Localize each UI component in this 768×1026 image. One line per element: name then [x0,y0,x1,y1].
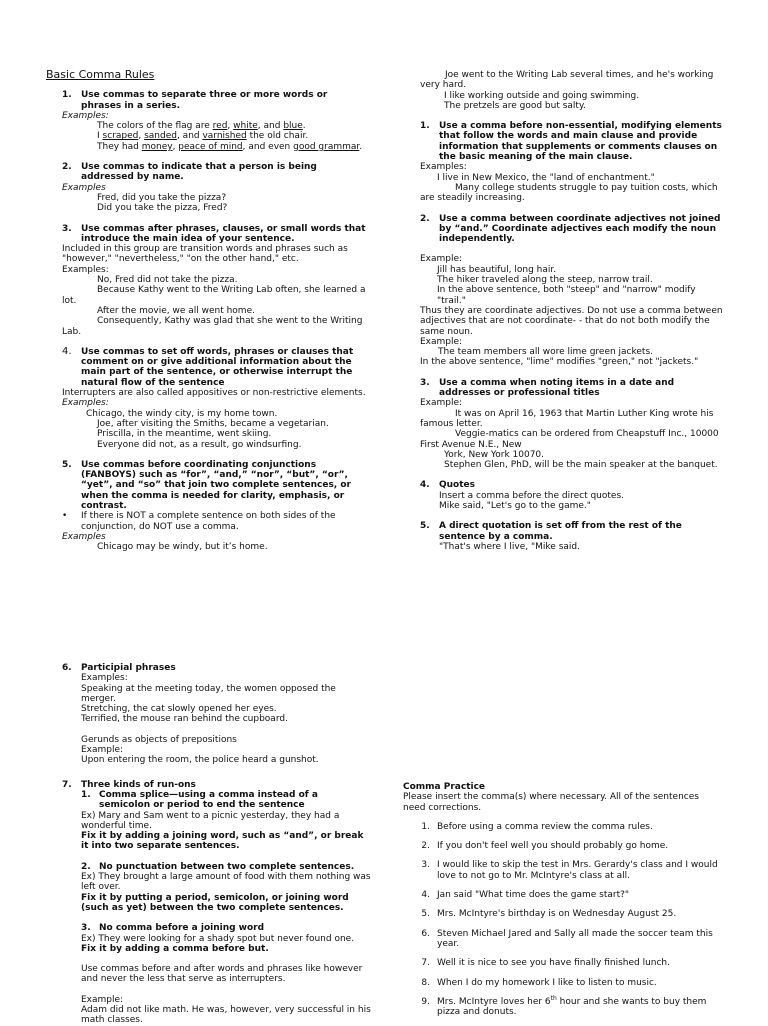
example: Because Kathy went to the Writing Lab often, she learned a lot. [62,285,366,306]
rule-3 [62,224,370,245]
rule-text: Use commas before coordinating conjunctions (FANBOYS) such as “for”, “and,” “nor”, “but”, “or”, “yet”, and “so” that join two complete sentences, or when the comma is needed for clarity, emphasis, or contrast. [81,459,351,511]
rule-number: 4. [62,345,72,357]
example: After the movie, we all went home. [97,305,255,316]
practice-item-text: I would like to skip the test in Mrs. Gerardy's class and I would love to not go to Mr. McIntyre's class at all. [437,860,718,881]
practice-item [403,958,723,968]
example: Priscilla, in the meantime, went skiing. [97,429,272,440]
example: They had money, peace of mind, and even good grammar. [97,141,363,152]
spacer [81,985,372,995]
practice-item [403,978,723,988]
practice-item-number: 3. [421,860,430,871]
practice-item [403,890,723,900]
examples-label: Examples: [420,162,467,173]
rule-text: Participial phrases [81,663,176,673]
practice-item-number: 8. [421,977,430,988]
rule-text: Quotes [439,480,476,491]
run-on-type: 2. No punctuation between two complete sentences. [81,861,355,872]
example: I like working outside and going swimming. [444,90,640,101]
example: Stretching, the cat slowly opened her eyes. [81,704,277,715]
practice-item-number: 7. [421,958,430,969]
rule-r1 [420,121,726,162]
rule-7 [62,780,372,790]
rule-text: Use commas after phrases, clauses, or small words that introduce the main idea of your sentence. [81,223,366,244]
rule-r3 [420,378,726,399]
rule-number: 3. [420,377,430,388]
example: "That's where I live, "Mike said. [439,541,580,552]
example: Stephen Glen, PhD, will be the main speaker at the banquet. [444,460,718,471]
left-column-top [46,68,370,553]
example: In the above sentence, both "steep" and "narrow" modify "trail." [437,285,696,306]
run-on-type: 1. Comma splice—using a comma instead of a semicolon or period to end the sentence [81,789,318,811]
example: Chicago may be windy, but it’s home. [97,542,268,553]
spacer [81,954,372,964]
practice-item-text: Mrs. McIntyre's birthday is on Wednesday August 25. [437,909,677,920]
rule-text: Use a comma when noting items in a date and addresses or professional titles [439,377,675,399]
practice-item-number: 4. [421,890,430,901]
examples-label: Examples: [62,264,109,275]
rule-6 [62,663,372,673]
explanation: Thus they are coordinate adjectives. Do not use a comma between adjectives that are not coordinate- - that do not both modify the same noun. [420,305,723,337]
practice-list [403,822,723,988]
example: I scraped, sanded, and varnished the old chair. [97,131,309,142]
example: Did you take the pizza, Fred? [97,203,228,214]
rule-4 [62,347,370,388]
examples-label: Examples [62,182,106,193]
practice-item-text: Well it is nice to see you have finally finished lunch. [437,958,670,969]
example: The team members all wore lime green jackets. [438,347,654,358]
practice-item-text: When I do my homework I like to listen to music. [437,977,657,988]
practice-item [403,860,723,881]
subheading: Gerunds as objects of prepositions [81,734,237,745]
practice-item-number: 6. [421,928,430,939]
note: Use commas before and after words and phrases like however and never the less that serve as interrupters. [81,964,363,985]
rule-r4 [420,480,726,490]
rule-r5 [420,521,726,542]
practice-item-text: Before using a comma review the comma rules. [437,821,653,832]
example: It was on April 16, 1963 that Martin Luther King wrote his famous letter. [420,408,714,429]
fix-text: Fix it by adding a comma before but. [81,943,269,954]
rule-number: 5. [62,459,72,470]
bullet-icon: • [62,511,68,522]
practice-title: Comma Practice [403,782,486,792]
example-label: Example: [420,336,463,347]
rule-note: Interrupters are also called appositives or non-restrictive elements. [62,388,366,399]
example: Ex) Mary and Sam went to a picnic yesterday, they had a wonderful time. [81,810,340,831]
rule-number: 7. [62,779,72,790]
practice-item-number: 5. [421,909,430,920]
rule-number: 2. [420,213,430,224]
practice-item-number: 2. [421,841,430,852]
example: Veggie-matics can be ordered from Cheapstuff Inc., 10000 [455,429,719,440]
practice-item-text: Steven Michael Jared and Sally all made the soccer team this year. [437,928,713,949]
examples-label: Examples [62,531,106,542]
rule-text: Use a comma before non-essential, modifying elements that follow the words and main clause and provide information that supplements or comments clauses on the basic meaning of the main clause. [439,121,722,163]
example: Chicago, the windy city, is my home town. [86,408,278,419]
example: Everyone did not, as a result, go windsurfing. [97,439,302,450]
example-label: Example: [420,398,463,409]
rule-number: 5. [420,521,430,532]
example: Mike said, "Let's go to the game." [439,500,591,511]
example: The colors of the flag are red, white, and blue. [97,121,306,132]
rule-text: Use commas to indicate that a person is being addressed by name. [81,162,317,183]
example: Adam did not like math. He was, however, very successful in his math classes. [81,1005,371,1026]
left-column-bottom [62,663,372,1026]
rule-r2 [420,214,726,245]
spacer [420,244,726,254]
practice-section [403,782,723,1017]
example: Insert a comma before the direct quotes. [439,490,625,501]
rule-text: Three kinds of run-ons [81,779,196,790]
example-label: Example: [81,745,124,756]
rule-text: Use commas to separate three or more words or phrases in a series. [81,90,328,111]
rule-text: Use commas to set off words, phrases or clauses that comment on or give additional information about the main part of the sentence, or otherwise interrupt the natural flow of the sentence [81,346,354,388]
practice-item-number: 1. [421,821,430,832]
example: I live in New Mexico, the "land of enchantment." [437,172,655,183]
rule-text: A direct quotation is set off from the rest of the sentence by a comma. [439,521,682,542]
example: The hiker traveled along the steep, narrow trail. [437,275,653,286]
fix-text: Fix it by adding a joining word, such as “and”, or break it into two separate sentences. [81,831,364,852]
example: Terrified, the mouse ran behind the cupboard. [81,714,288,725]
practice-item-text: If you don't feel well you should probably go home. [437,841,669,852]
example: Joe went to the Writing Lab several times, and he's working very hard. [420,70,714,91]
rule-number: 3. [62,223,72,234]
explanation: In the above sentence, "lime" modifies "green," not "jackets." [420,357,699,368]
example: Speaking at the meeting today, the women opposed the merger. [81,683,336,704]
run-on-list [62,790,372,1026]
examples-label: Examples: [81,673,128,684]
example: Fred, did you take the pizza? [97,192,227,203]
example: First Avenue N.E., New [420,439,522,450]
bullet-item: • If there is NOT a complete sentence on both sides of the conjunction, do NOT use a comma. [62,511,336,532]
example: Joe, after visiting the Smiths, became a vegetarian. [97,418,329,429]
spacer [62,725,372,735]
practice-instructions: Please insert the comma(s) where necessary. All of the sentences need corrections. [403,792,699,813]
rule-1 [62,90,370,111]
page-title: Basic Comma Rules [46,68,155,81]
example: York, New York 10070. [444,449,545,460]
example: Jill has beautiful, long hair. [437,264,557,275]
rule-number: 1. [62,90,72,101]
practice-item [403,909,723,919]
example: The pretzels are good but salty. [444,100,586,111]
example: Consequently, Kathy was glad that she went to the Writing Lab. [62,316,363,337]
practice-item [403,929,723,950]
practice-item: 9. Mrs. McIntyre loves her 6th hour and she wants to buy them pizza and donuts. [421,994,707,1018]
spacer [81,913,372,923]
rule-number: 1. [420,121,430,132]
rule-note: Included in this group are transition words and phrases such as "however," "nevertheless," "on the other hand," etc. [62,244,348,265]
spacer [81,852,372,862]
example: No, Fred did not take the pizza. [97,275,238,286]
practice-item [403,822,723,832]
rule-2 [62,162,370,183]
rule-number: 4. [420,480,430,491]
example: Many college students struggle to pay tuition costs, which are steadily increasing. [420,182,718,204]
rule-5 [62,460,370,511]
example: Ex) They were looking for a shady spot but never found one. [81,933,355,944]
example: Upon entering the room, the police heard a gunshot. [81,755,319,766]
practice-item-text: Jan said "What time does the game start?" [437,890,630,901]
run-on-type: 3. No comma before a joining word [81,923,265,934]
example-label: Example: [420,254,463,265]
fix-text: Fix it by putting a period, semicolon, or joining word (such as yet) between the two complete sentences. [81,892,349,913]
right-column-top [420,70,726,552]
examples-label: Examples: [62,398,109,409]
rule-number: 2. [62,162,72,173]
examples-label: Examples: [62,110,109,121]
example-label: Example: [81,994,124,1005]
example: Ex) They brought a large amount of food with them nothing was left over. [81,872,371,893]
rule-text: Use a comma between coordinate adjectives not joined by “and.” Coordinate adjectives each modify the noun independently. [439,213,721,245]
practice-item [403,841,723,851]
rule-number: 6. [62,663,72,673]
